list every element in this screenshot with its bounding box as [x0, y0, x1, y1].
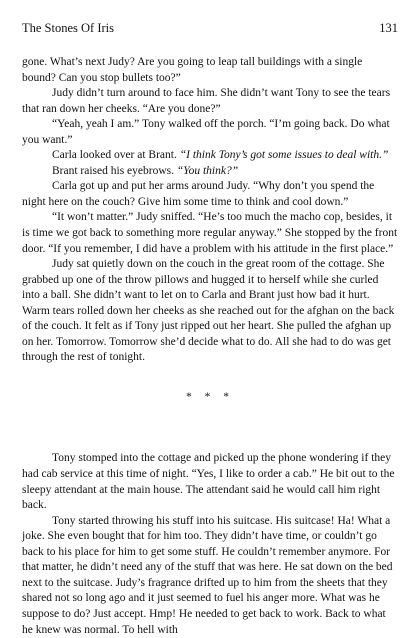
page-header — [22, 20, 398, 36]
paragraph: Judy sat quietly down on the couch in the great room of the cottage. She grabbed up one of the throw pillows and hugged it to herself while she curled into a ball. She didn’t want to let on to Carla and Brant just how bad it hurt. Warm tears rolled down her cheeks as she reached out for the afghan on the back of the couch. It felt as if Tony just ripped out her heart. She pulled the afghan up on her. Tomorrow. Tomorrow she’d decide what to do. All she had to do was get through the rest of tonight. — [22, 258, 395, 364]
section-after-break — [22, 451, 398, 638]
paragraph: gone. What’s next Judy? Are you going to leap tall buildings with a single bound? Can you stop bullets too?” — [22, 56, 363, 84]
paragraph: Judy didn’t turn around to face him. She didn’t want Tony to see the tears that ran down her cheeks. “Are you done?” — [22, 87, 391, 115]
paragraph: “Yeah, yeah I am.” Tony walked off the porch. “I’m going back. Do what you want.” — [22, 118, 390, 146]
paragraph: “It won’t matter.” Judy sniffed. “He’s too much the macho cop, besides, it is time we got back to something more regular anyway.” She stopped by the front door. “If you remember, I did have a problem with his attitude in the first place.” — [22, 211, 398, 255]
italic-thought: “I think Tony’s got some issues to deal with.” — [179, 149, 389, 162]
paragraph-text: Carla looked over at Brant. — [52, 149, 180, 162]
page-number: 131 — [379, 21, 398, 35]
italic-thought: “You think?” — [176, 164, 239, 177]
paragraph — [22, 148, 398, 164]
section-before-break — [22, 55, 398, 366]
running-title: The Stones Of Iris — [22, 21, 114, 35]
body-text — [22, 55, 398, 638]
paragraph: Tony started throwing his stuff into his suitcase. His suitcase! Ha! What a joke. She even bought that for him too. They didn’t have time, or couldn’t go back to his place for him to get some stuff. He couldn’t remember anymore. For that matter, he didn’t need any of the stuff that was here. He sat down on the bed next to the suitcase. Judy’s fragrance drifted up to him from the sheets that they shared not so long ago and it just seemed to fuel his anger more. What was he suppose to do? Just accept. Hmp! He needed to get back to work. Back to what he knew was normal. To hell with — [22, 514, 393, 636]
paragraph — [22, 164, 398, 180]
book-page — [22, 20, 398, 636]
scene-break: * * * — [186, 390, 234, 403]
paragraph: Carla got up and put her arms around Judy. “Why don’t you spend the night here on the couch? Give him some time to think and cool down.” — [22, 180, 375, 208]
paragraph: Tony stomped into the cottage and picked up the phone wondering if they had cab service at this time of night. “Yes, I like to order a cab.” He bit out to the sleepy attendant at the main house. The attendant said he would call him right back. — [22, 452, 395, 512]
paragraph-text: Brant raised his eyebrows. — [52, 164, 177, 177]
